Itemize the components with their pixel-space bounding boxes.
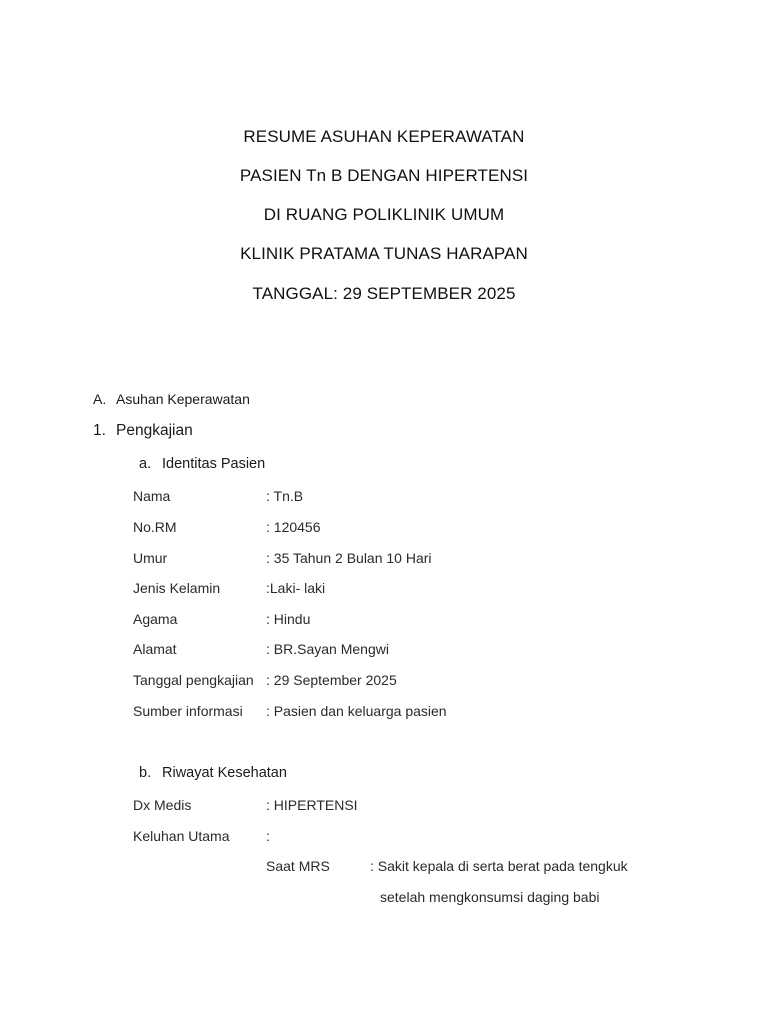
field-value-sumber-informasi: : Pasien dan keluarga pasien (266, 703, 447, 719)
field-value-agama: : Hindu (266, 611, 311, 627)
section-1-heading: Pengkajian (116, 422, 193, 439)
field-label-umur: Umur (133, 550, 168, 566)
identitas-heading: Identitas Pasien (162, 456, 266, 472)
field-value-norm: : 120456 (266, 519, 321, 535)
section-1-marker: 1. (93, 422, 106, 439)
field-label-alamat: Alamat (133, 641, 177, 657)
field-value-saat-mrs: : Sakit kepala di serta berat pada tengkuk (370, 858, 628, 874)
title-line: KLINIK PRATAMA TUNAS HARAPAN (240, 244, 528, 263)
field-label-dx-medis: Dx Medis (133, 797, 192, 813)
subsection-a-marker: a. (139, 456, 152, 472)
field-value-nama: : Tn.B (266, 488, 304, 504)
field-label-norm: No.RM (133, 519, 177, 535)
field-label-agama: Agama (133, 611, 178, 627)
field-value-jenis-kelamin: :Laki- laki (266, 580, 326, 596)
field-value-alamat: : BR.Sayan Mengwi (266, 641, 389, 657)
riwayat-heading: Riwayat Kesehatan (162, 765, 287, 781)
subsection-b-marker: b. (139, 765, 152, 781)
title-line: PASIEN Tn B DENGAN HIPERTENSI (239, 166, 529, 185)
title-line: TANGGAL: 29 SEPTEMBER 2025 (252, 284, 516, 303)
field-value-tanggal-pengkajian: : 29 September 2025 (266, 672, 397, 688)
title-line: RESUME ASUHAN KEPERAWATAN (243, 127, 525, 146)
section-a-heading: Asuhan Keperawatan (116, 391, 250, 407)
field-label-saat-mrs: Saat MRS (266, 858, 330, 874)
field-value-umur: : 35 Tahun 2 Bulan 10 Hari (266, 550, 432, 566)
field-label-tanggal-pengkajian: Tanggal pengkajian (133, 672, 254, 688)
section-a-marker: A. (93, 391, 107, 407)
field-value-saat-mrs-continuation: setelah mengkonsumsi daging babi (380, 889, 600, 905)
field-label-sumber-informasi: Sumber informasi (133, 703, 243, 719)
field-label-keluhan-utama: Keluhan Utama (133, 828, 230, 844)
field-value-keluhan-utama: : (266, 828, 270, 844)
field-value-dx-medis: : HIPERTENSI (266, 797, 358, 813)
title-line: DI RUANG POLIKLINIK UMUM (263, 205, 505, 224)
field-label-nama: Nama (133, 488, 171, 504)
field-label-jenis-kelamin: Jenis Kelamin (133, 580, 221, 596)
